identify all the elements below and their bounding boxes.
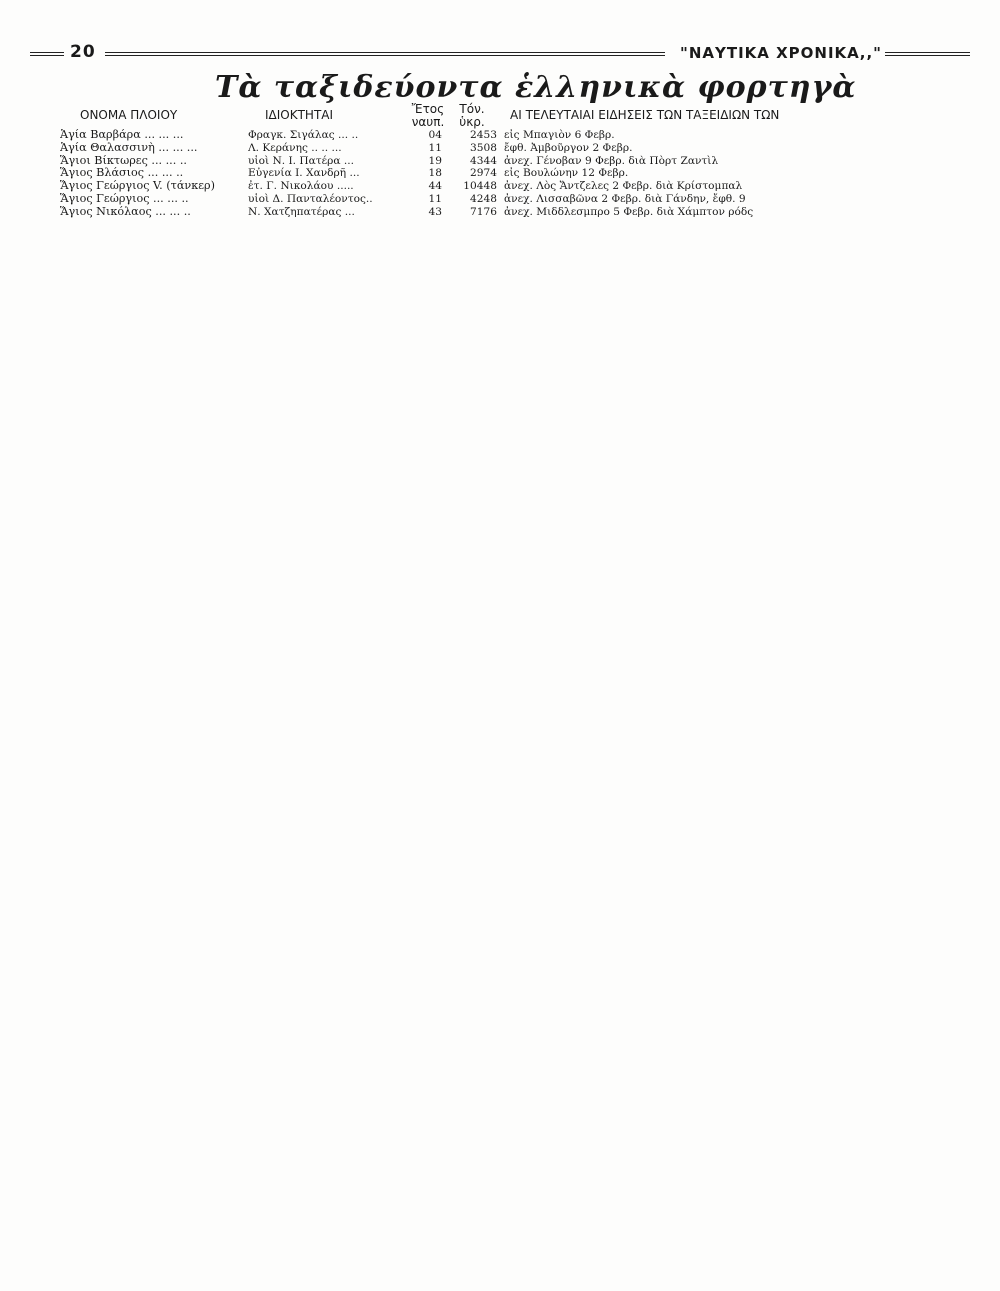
page-header: [30, 42, 970, 66]
cell-news: ἔφθ. Ἀμβοῦργον 2 Φεβρ.: [504, 141, 633, 154]
cell-tonnage: 2974: [470, 167, 497, 180]
cell-year: 44: [428, 180, 442, 192]
cell-news: εἰς Μπαγιὸν 6 Φεβρ.: [504, 129, 615, 141]
col-header-tonnage: Τόν. ὑκρ.: [459, 102, 485, 129]
cell-news: εἰς Βουλώνην 12 Φεβρ.: [504, 167, 629, 180]
cell-tonnage: 4248: [470, 192, 497, 205]
col-header-news: ΑΙ ΤΕΛΕΥΤΑΙΑΙ ΕΙΔΗΣΕΙΣ ΤΩΝ ΤΑΞΕΙΔΙΩΝ ΤΩΝ: [510, 108, 780, 122]
header-rule: [105, 52, 665, 56]
header-rule: [30, 52, 64, 56]
table-row: [60, 155, 960, 168]
cell-owners: Λ. Κεράνης .. .. ...: [248, 141, 342, 154]
cell-owners: Εὐγενία Ι. Χανδρῆ ...: [248, 167, 360, 180]
cell-ship: Ἅγιος Γεώργιος V. (τάνκερ): [60, 180, 215, 192]
table-row: [60, 129, 960, 142]
cell-tonnage: 7176: [470, 205, 497, 218]
cell-news: ἀνεχ. Γένοβαν 9 Φεβρ. διὰ Πὸρτ Ζαντὶλ: [504, 154, 719, 167]
cell-year: 11: [428, 192, 442, 205]
cell-news: ἀνεχ. Λισσαβῶνα 2 Φεβρ. διὰ Γάνδην, ἔφθ. 9: [504, 192, 746, 205]
page-number: 20: [70, 42, 96, 62]
cell-year: 19: [428, 154, 442, 167]
cell-year: 43: [428, 205, 442, 218]
cell-owners: υἱοὶ Δ. Πανταλέοντος..: [248, 192, 373, 205]
cell-ship: Ἁγία Βαρβάρα ... ... ...: [60, 129, 184, 141]
table-row: [60, 180, 960, 193]
header-rule: [885, 52, 970, 56]
cell-news: ἀνεχ. Μιδδλεσμπρο 5 Φεβρ. διὰ Χάμπτον ρόδς: [504, 205, 754, 218]
cell-ship: Ἅγιος Νικόλαος ... ... ..: [60, 205, 191, 218]
table-row: [60, 167, 960, 180]
magazine-name: "ΝΑΥΤΙΚΑ ΧΡΟΝΙΚΑ,,": [680, 44, 882, 62]
cell-ship: Ἅγιοι Βίκτωρες ... ... ..: [60, 154, 187, 167]
cell-year: 18: [428, 167, 442, 180]
table-row: [60, 142, 960, 155]
article-title: Τὰ ταξιδεύοντα ἑλληνικὰ φορτηγὰ: [215, 70, 857, 105]
cell-tonnage: 3508: [470, 141, 497, 154]
cell-ship: Ἁγία Θαλασσινὴ ... ... ...: [60, 141, 198, 154]
col-header-ship: ΟΝΟΜΑ ΠΛΟΙΟΥ: [80, 108, 178, 122]
cell-year: 11: [428, 141, 442, 154]
cell-ship: Ἅγιος Βλάσιος ... ... ..: [60, 167, 184, 180]
col-header-year: Ἔτος ναυπ.: [411, 102, 445, 129]
cell-year: 04: [428, 129, 442, 141]
cell-owners: Φραγκ. Σιγάλας ... ..: [248, 129, 359, 141]
cell-tonnage: 2453: [470, 129, 497, 141]
cell-tonnage: 10448: [463, 180, 497, 192]
cell-ship: Ἅγιος Γεώργιος ... ... ..: [60, 192, 189, 205]
cell-tonnage: 4344: [470, 154, 497, 167]
cell-owners: Ν. Χατζηπατέρας ...: [248, 205, 355, 218]
table-row: [60, 193, 960, 206]
cell-owners: ἐτ. Γ. Νικολάου .....: [248, 180, 354, 192]
col-header-owners: ΙΔΙΟΚΤΗΤΑΙ: [265, 108, 334, 122]
cell-news: ἀνεχ. Λὸς Ἄντζελες 2 Φεβρ. διὰ Κρίστομπαλ: [504, 180, 743, 192]
cell-owners: υἱοὶ Ν. Ι. Πατέρα ...: [248, 154, 355, 167]
table-row: [60, 206, 960, 219]
ship-table: [60, 129, 960, 218]
